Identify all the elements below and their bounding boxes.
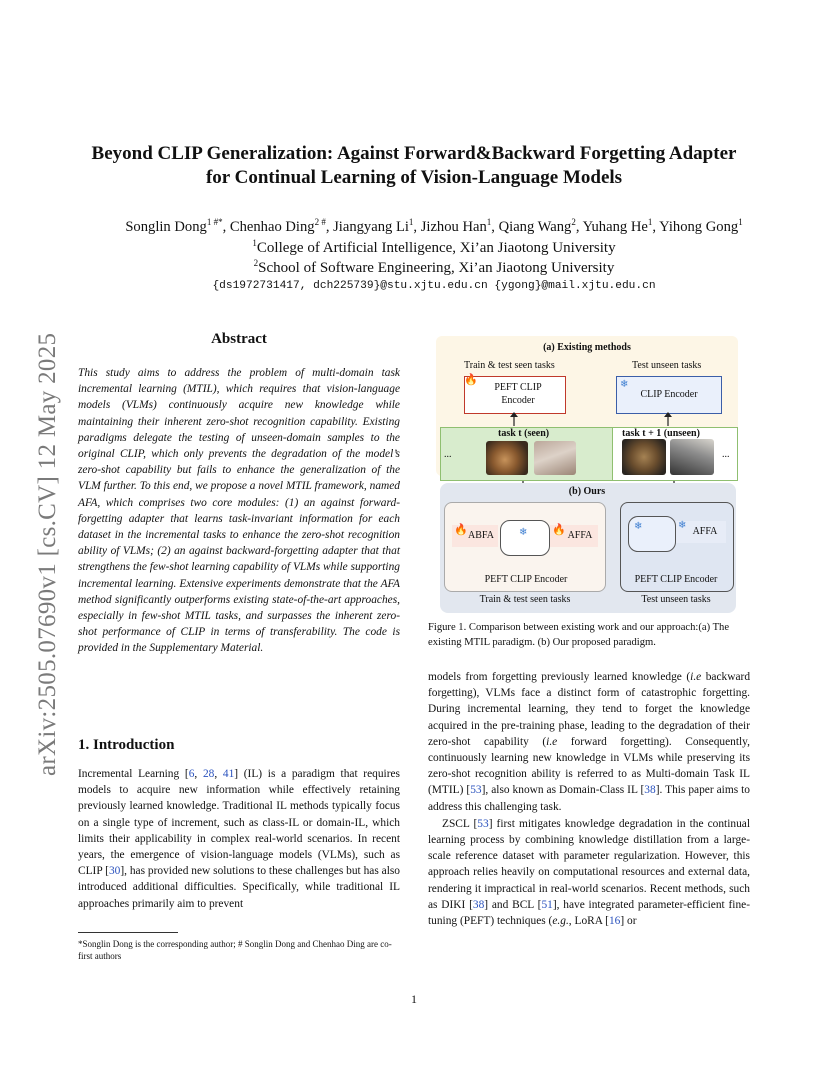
sample-image-street	[670, 439, 714, 475]
author	[333, 219, 413, 235]
citation-link[interactable]: 53	[477, 817, 489, 830]
citation-link[interactable]: 28	[202, 768, 215, 780]
snowflake-icon: ❄	[634, 521, 643, 532]
text-run: ], also known as Domain-Class IL [	[481, 784, 645, 797]
author-affiliation-marker: 1	[486, 217, 492, 228]
introduction-paragraph	[78, 766, 400, 912]
citation-link[interactable]: 53	[470, 784, 482, 797]
citation-link[interactable]: 51	[541, 898, 553, 911]
affa-adapter-right	[676, 521, 726, 543]
author-name: Yihong Gong	[659, 219, 739, 235]
paper-title	[60, 142, 768, 190]
author	[125, 219, 222, 235]
sample-image-food	[534, 441, 576, 475]
affiliation-1-text: College of Artificial Intelligence, Xi’an Jiaotong University	[256, 240, 616, 256]
author-name: Yuhang He	[582, 219, 648, 235]
peft-encoder-core-left	[500, 520, 550, 556]
author	[659, 219, 743, 235]
text-run: ] and BCL [	[484, 898, 542, 911]
footnote-divider	[78, 932, 178, 933]
peft-clip-encoder-label-a: PEFT CLIP Encoder	[494, 382, 542, 406]
page-number: 1	[411, 992, 417, 1006]
author-emails: {ds1972731417, dch225739}@stu.xjtu.edu.cn {ygong}@mail.xjtu.edu.cn	[212, 280, 656, 292]
author-name: Songlin Dong	[125, 219, 207, 235]
affa-adapter-left	[550, 525, 598, 547]
arxiv-identifier[interactable]: arXiv:2505.07690v1 [cs.CV] 12 May 2025	[34, 332, 61, 776]
italic-text: i.e	[690, 671, 702, 683]
author-name: Jizhou Han	[420, 219, 487, 235]
peft-encoder-core-right	[628, 516, 676, 552]
clip-encoder-label: CLIP Encoder	[640, 389, 698, 400]
author-name: Jiangyang Li	[333, 219, 409, 235]
panel-b-title: (b) Ours	[568, 486, 606, 497]
abstract-body: This study aims to address the problem of multi-domain task incremental learning (MTIL), which requires that vision-language models (VLMs) continuously acquire new knowledge while maintaining their inherent zero-shot recognition capability. Existing paradigms delegate the testing of unseen-domain samples to the original CLIP, which only prevents the degradation of the model’s zero-shot capability but fails to enhance the generalization of the VLM further. To this end, we propose a novel MTIL framework, named AFA, which comprises two core modules: (1) an against forward-forgetting adapter that learns task-invariant information for each dataset in the incremental tasks to enhance the zero-shot recognition ability of VLMs; (2) an against backward-forgetting adapter that that strengthens the few-shot learning capability of VLMs while supporting incremental learning. Extensive experiments demonstrate that the AFA method significantly outperforms existing state-of-the-art approaches, especially in few-shot MTIL tasks, and surpasses the inherent zero-shot performance of CLIP in terms of transferability. The code is provided in the Supplementary Material.	[78, 367, 400, 655]
citation-link[interactable]: 41	[222, 768, 235, 780]
fire-icon: 🔥	[464, 374, 478, 386]
footnote: *Songlin Dong is the corresponding author; # Songlin Dong and Chenhao Ding are co-first authors	[78, 939, 392, 961]
ellipsis-left: ...	[444, 449, 452, 460]
panel-a-title: (a) Existing methods	[543, 342, 631, 353]
abstract-heading: Abstract	[211, 331, 267, 347]
arrowhead-a-up-2	[664, 412, 672, 417]
right-column	[428, 669, 750, 929]
author	[230, 219, 326, 235]
text-run: models from forgetting previously learned knowledge (	[428, 671, 691, 683]
affiliation-2	[60, 258, 808, 279]
text-run: ] first mitigates knowledge degradation in the continual learning process by combining knowledge distillation from a large-scale reference dataset with parameter regularization. However, this approach relies heavily on computational resources and external data, rendering it impractical in real-world scenarios. Recent methods, such as DIKI [	[428, 817, 750, 911]
arrowhead-a-up	[510, 412, 518, 417]
fire-icon: 🔥	[454, 524, 468, 536]
citation-link[interactable]: 16	[608, 915, 621, 928]
affa-label-left: AFFA	[567, 530, 593, 541]
text-run: ], has provided new solutions to these challenges but has also introduced additional difficulties. Specifically, while traditional IL approaches primarily aim to prevent	[78, 865, 400, 910]
text-run: forward forgetting). Consequently, continuously learning new knowledge in VLMs while preserving its zero-shot recognition ability is referred to as Multi-domain Task IL (MTIL) [	[428, 735, 750, 797]
right-paragraph-1	[428, 669, 750, 815]
sample-image-dog	[622, 439, 666, 475]
abfa-adapter	[452, 525, 498, 547]
text-run: ], have integrated parameter-efficient fine-tuning (PEFT) techniques (	[428, 898, 750, 928]
right-paragraph-2	[428, 816, 750, 929]
peft-clip-encoder-label-c: PEFT CLIP Encoder	[634, 574, 718, 585]
affiliation-2-marker: 2	[253, 258, 259, 268]
italic-text: i.e	[546, 735, 558, 748]
author-affiliation-marker: 1	[647, 217, 653, 228]
ellipsis-right: ...	[722, 449, 730, 460]
author	[583, 219, 653, 235]
text-run: backward forgetting), VLMs face a distinct form of catastrophic forgetting. During incremental learning, they tend to forget the knowledge acquired in the pre-training phase, leading to the degradation of their zero-shot capability (	[428, 671, 751, 748]
author-affiliation-marker: 2	[571, 217, 576, 228]
affiliation-1	[60, 238, 808, 259]
author-affiliation-marker: 1	[408, 217, 414, 228]
author-name: Chenhao Ding	[229, 219, 315, 235]
sample-image-animal	[486, 441, 528, 475]
text-run: , LoRA [	[568, 915, 609, 928]
peft-clip-encoder-label-b: PEFT CLIP Encoder	[484, 574, 568, 585]
text-run: ,	[194, 768, 203, 780]
test-unseen-label-b: Test unseen tasks	[641, 594, 711, 605]
citation-link[interactable]: 38	[644, 784, 656, 797]
italic-text: e.g.	[552, 915, 569, 928]
task-t1-unseen-label: task t + 1 (unseen)	[622, 428, 700, 439]
figure-1	[436, 336, 738, 614]
affa-label-right: AFFA	[692, 526, 718, 537]
snowflake-icon: ❄	[620, 379, 629, 390]
train-test-seen-label: Train & test seen tasks	[464, 360, 555, 371]
abfa-label: ABFA	[468, 530, 494, 541]
text-run: ,	[214, 768, 223, 780]
text-run: Incremental Learning [	[78, 768, 189, 780]
author	[421, 219, 492, 235]
citation-link[interactable]: 38	[472, 898, 485, 911]
arxiv-sidebar	[0, 0, 60, 1072]
author-name: Qiang Wang	[498, 219, 572, 235]
author-affiliation-marker: 1	[738, 217, 743, 228]
fire-icon: 🔥	[552, 524, 566, 536]
author-list: Songlin Dong$^{1 \#*}$, Chenhao Ding$^{2 \#}$, Jiangyang Li$^1$, Jizhou Han$^1$, Qiang Wang$^2$, Yuhang He$^1$, Yihong Gong$^1$	[125, 217, 743, 235]
author-affiliation-marker: 2 #	[314, 217, 326, 228]
train-test-seen-label-b: Train & test seen tasks	[479, 594, 571, 605]
author-affiliation-marker: 1 #*	[206, 217, 223, 228]
snowflake-icon: ❄	[678, 520, 687, 531]
citation-link[interactable]: 30	[108, 865, 121, 878]
task-t-seen-label: task t (seen)	[498, 428, 550, 439]
text-run: ]. This paper aims to address this challenging task.	[428, 784, 750, 813]
text-run: ZSCL [	[442, 817, 478, 830]
snowflake-icon: ❄	[519, 527, 528, 538]
author	[499, 219, 576, 235]
test-unseen-label: Test unseen tasks	[632, 360, 702, 371]
introduction-heading: 1. Introduction	[78, 737, 175, 753]
citation-link[interactable]: 6	[188, 768, 195, 780]
figure-caption: Figure 1. Comparison between existing work and our approach:(a) The existing MTIL paradigm. (b) Our proposed paradigm.	[428, 622, 730, 648]
affiliation-2-text: School of Software Engineering, Xi’an Jiaotong University	[258, 260, 615, 276]
title-line-2: for Continual Learning of Vision-Language Models	[205, 167, 623, 188]
text-run: ] (IL) is a paradigm that requires models to acquire new information while effectively retaining previously learned knowledge. Traditional IL methods typically focus on a single type of increment, such as class-IL or domain-IL, which limits their applicability in complex real-world scenarios. In recent years, the emergence of vision-language models (VLMs), such as CLIP [	[78, 768, 400, 878]
text-run: ] or	[620, 915, 637, 928]
affiliation-1-marker: 1	[252, 238, 257, 248]
title-line-1: Beyond CLIP Generalization: Against Forward&Backward Forgetting Adapter	[91, 143, 737, 164]
